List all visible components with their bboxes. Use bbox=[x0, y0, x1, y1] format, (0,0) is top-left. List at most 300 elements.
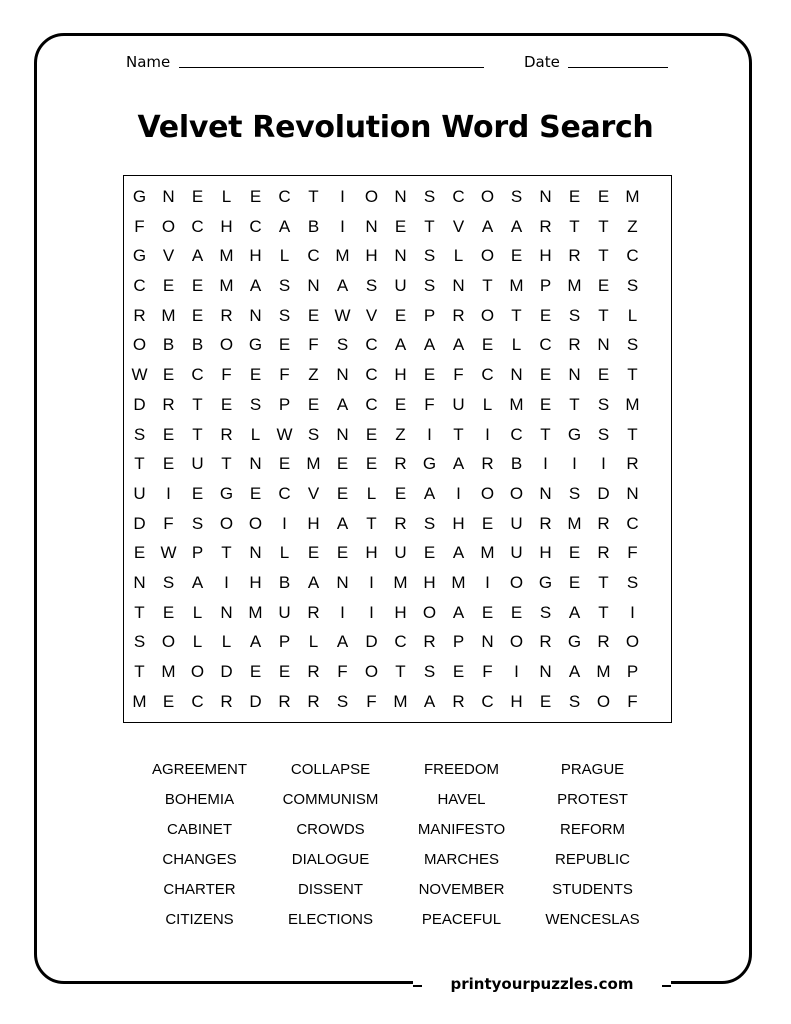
grid-cell[interactable]: R bbox=[539, 513, 552, 533]
grid-cell[interactable]: N bbox=[452, 276, 465, 296]
grid-cell[interactable]: R bbox=[452, 691, 465, 711]
grid-cell[interactable]: C bbox=[626, 246, 639, 266]
grid-cell[interactable]: C bbox=[191, 365, 204, 385]
grid-cell[interactable]: M bbox=[306, 454, 321, 474]
grid-cell[interactable]: A bbox=[452, 454, 465, 474]
grid-cell[interactable]: Z bbox=[308, 365, 319, 385]
grid-cell[interactable]: O bbox=[625, 632, 640, 652]
grid-cell[interactable]: S bbox=[423, 187, 436, 206]
grid-cell[interactable]: O bbox=[364, 662, 379, 681]
grid-cell[interactable]: E bbox=[423, 365, 436, 385]
grid-cell[interactable]: O bbox=[248, 513, 263, 533]
grid-cell[interactable]: E bbox=[133, 543, 146, 563]
grid-cell[interactable]: M bbox=[161, 662, 176, 681]
grid-cell[interactable]: N bbox=[510, 365, 523, 385]
grid-cell[interactable]: A bbox=[510, 216, 523, 236]
grid-cell[interactable]: N bbox=[568, 365, 581, 385]
grid-cell[interactable]: L bbox=[279, 543, 290, 563]
grid-cell[interactable]: F bbox=[337, 662, 348, 681]
grid-cell[interactable]: F bbox=[221, 365, 232, 385]
grid-cell[interactable]: E bbox=[510, 602, 523, 622]
grid-cell[interactable]: E bbox=[191, 187, 204, 206]
grid-cell[interactable]: H bbox=[394, 365, 407, 385]
grid-cell[interactable]: T bbox=[598, 246, 609, 266]
grid-cell[interactable]: H bbox=[249, 572, 262, 592]
grid-cell[interactable]: C bbox=[365, 394, 378, 414]
grid-cell[interactable]: F bbox=[163, 513, 174, 533]
grid-cell[interactable]: E bbox=[249, 662, 262, 681]
grid-cell[interactable]: A bbox=[336, 276, 349, 296]
grid-cell[interactable]: D bbox=[220, 662, 233, 681]
grid-cell[interactable]: G bbox=[538, 572, 553, 592]
grid-cell[interactable]: E bbox=[307, 305, 320, 325]
grid-cell[interactable]: E bbox=[220, 394, 233, 414]
grid-cell[interactable]: E bbox=[162, 276, 175, 296]
grid-cell[interactable]: I bbox=[543, 454, 548, 474]
grid-cell[interactable]: E bbox=[162, 602, 175, 622]
grid-cell[interactable]: S bbox=[249, 394, 262, 414]
grid-cell[interactable]: L bbox=[453, 246, 464, 266]
grid-cell[interactable]: N bbox=[249, 543, 262, 563]
grid-cell[interactable]: E bbox=[278, 454, 291, 474]
grid-cell[interactable]: C bbox=[133, 276, 146, 296]
grid-cell[interactable]: R bbox=[597, 543, 610, 563]
grid-cell[interactable]: I bbox=[340, 602, 345, 622]
grid-cell[interactable]: P bbox=[626, 662, 639, 681]
grid-cell[interactable]: E bbox=[365, 454, 378, 474]
grid-cell[interactable]: D bbox=[597, 483, 610, 503]
grid-cell[interactable]: S bbox=[336, 335, 349, 355]
grid-cell[interactable]: O bbox=[132, 335, 147, 355]
grid-cell[interactable]: A bbox=[568, 602, 581, 622]
grid-cell[interactable]: T bbox=[627, 365, 638, 385]
grid-cell[interactable]: D bbox=[133, 394, 146, 414]
grid-cell[interactable]: T bbox=[598, 216, 609, 236]
grid-cell[interactable]: T bbox=[540, 424, 551, 444]
grid-cell[interactable]: E bbox=[249, 187, 262, 206]
grid-cell[interactable]: V bbox=[307, 483, 320, 503]
grid-cell[interactable]: S bbox=[568, 305, 581, 325]
grid-cell[interactable]: R bbox=[307, 662, 320, 681]
grid-cell[interactable]: A bbox=[278, 216, 291, 236]
grid-cell[interactable]: S bbox=[626, 572, 639, 592]
grid-cell[interactable]: S bbox=[336, 691, 349, 711]
grid-cell[interactable]: I bbox=[427, 424, 432, 444]
grid-cell[interactable]: E bbox=[191, 483, 204, 503]
grid-cell[interactable]: C bbox=[278, 187, 291, 206]
grid-cell[interactable]: I bbox=[340, 187, 345, 206]
grid-cell[interactable]: M bbox=[567, 276, 582, 296]
grid-cell[interactable]: Z bbox=[395, 424, 406, 444]
grid-cell[interactable]: O bbox=[161, 216, 176, 236]
grid-cell[interactable]: H bbox=[539, 246, 552, 266]
grid-cell[interactable]: M bbox=[451, 572, 466, 592]
grid-cell[interactable]: T bbox=[221, 454, 232, 474]
name-field-line[interactable] bbox=[179, 67, 484, 68]
grid-cell[interactable]: A bbox=[481, 216, 494, 236]
grid-cell[interactable]: A bbox=[452, 543, 465, 563]
grid-cell[interactable]: I bbox=[514, 662, 519, 681]
grid-cell[interactable]: L bbox=[627, 305, 638, 325]
grid-cell[interactable]: T bbox=[366, 513, 377, 533]
grid-cell[interactable]: E bbox=[162, 424, 175, 444]
grid-cell[interactable]: E bbox=[278, 335, 291, 355]
grid-cell[interactable]: I bbox=[601, 454, 606, 474]
grid-cell[interactable]: G bbox=[422, 454, 437, 474]
grid-cell[interactable]: T bbox=[569, 394, 580, 414]
grid-cell[interactable]: N bbox=[597, 335, 610, 355]
grid-cell[interactable]: L bbox=[308, 632, 319, 652]
grid-cell[interactable]: R bbox=[568, 246, 581, 266]
grid-cell[interactable]: R bbox=[220, 691, 233, 711]
grid-cell[interactable]: N bbox=[307, 276, 320, 296]
grid-cell[interactable]: U bbox=[394, 543, 407, 563]
grid-cell[interactable]: E bbox=[394, 305, 407, 325]
grid-cell[interactable]: C bbox=[394, 632, 407, 652]
grid-cell[interactable]: O bbox=[509, 632, 524, 652]
grid-cell[interactable]: Z bbox=[627, 216, 638, 236]
grid-cell[interactable]: U bbox=[452, 394, 465, 414]
grid-cell[interactable]: U bbox=[278, 602, 291, 622]
grid-cell[interactable]: E bbox=[539, 365, 552, 385]
grid-cell[interactable]: S bbox=[597, 394, 610, 414]
grid-cell[interactable]: S bbox=[510, 187, 523, 206]
grid-cell[interactable]: H bbox=[452, 513, 465, 533]
grid-cell[interactable]: E bbox=[568, 572, 581, 592]
grid-cell[interactable]: H bbox=[249, 246, 262, 266]
grid-cell[interactable]: E bbox=[162, 454, 175, 474]
grid-cell[interactable]: B bbox=[307, 216, 320, 236]
grid-cell[interactable]: C bbox=[481, 691, 494, 711]
grid-cell[interactable]: A bbox=[336, 632, 349, 652]
grid-cell[interactable]: G bbox=[132, 187, 147, 206]
grid-cell[interactable]: S bbox=[423, 513, 436, 533]
grid-cell[interactable]: A bbox=[249, 632, 262, 652]
grid-cell[interactable]: I bbox=[485, 424, 490, 444]
grid-cell[interactable]: H bbox=[394, 602, 407, 622]
grid-cell[interactable]: P bbox=[423, 305, 436, 325]
grid-cell[interactable]: R bbox=[568, 335, 581, 355]
grid-cell[interactable]: H bbox=[365, 543, 378, 563]
grid-cell[interactable]: C bbox=[510, 424, 523, 444]
grid-cell[interactable]: H bbox=[307, 513, 320, 533]
grid-cell[interactable]: O bbox=[480, 305, 495, 325]
grid-cell[interactable]: R bbox=[539, 632, 552, 652]
grid-cell[interactable]: E bbox=[394, 216, 407, 236]
grid-cell[interactable]: I bbox=[630, 602, 635, 622]
grid-cell[interactable]: S bbox=[423, 276, 436, 296]
grid-cell[interactable]: T bbox=[134, 662, 145, 681]
grid-cell[interactable]: G bbox=[567, 424, 582, 444]
grid-cell[interactable]: E bbox=[539, 691, 552, 711]
grid-cell[interactable]: O bbox=[480, 483, 495, 503]
grid-cell[interactable]: A bbox=[423, 335, 436, 355]
grid-cell[interactable]: A bbox=[307, 572, 320, 592]
grid-cell[interactable]: B bbox=[191, 335, 204, 355]
grid-cell[interactable]: B bbox=[278, 572, 291, 592]
grid-cell[interactable]: T bbox=[511, 305, 522, 325]
grid-cell[interactable]: S bbox=[597, 424, 610, 444]
grid-cell[interactable]: S bbox=[191, 513, 204, 533]
grid-cell[interactable]: M bbox=[393, 691, 408, 711]
grid-cell[interactable]: E bbox=[191, 276, 204, 296]
grid-cell[interactable]: S bbox=[423, 662, 436, 681]
grid-cell[interactable]: U bbox=[510, 513, 523, 533]
grid-cell[interactable]: B bbox=[162, 335, 175, 355]
grid-cell[interactable]: V bbox=[365, 305, 378, 325]
grid-cell[interactable]: O bbox=[596, 691, 611, 711]
grid-cell[interactable]: N bbox=[162, 187, 175, 206]
grid-cell[interactable]: E bbox=[423, 543, 436, 563]
grid-cell[interactable]: N bbox=[220, 602, 233, 622]
grid-cell[interactable]: F bbox=[453, 365, 464, 385]
grid-cell[interactable]: N bbox=[336, 365, 349, 385]
grid-cell[interactable]: S bbox=[539, 602, 552, 622]
grid-cell[interactable]: A bbox=[452, 602, 465, 622]
grid-cell[interactable]: N bbox=[394, 187, 407, 206]
grid-cell[interactable]: M bbox=[393, 572, 408, 592]
grid-cell[interactable]: L bbox=[192, 602, 203, 622]
grid-cell[interactable]: R bbox=[539, 216, 552, 236]
grid-cell[interactable]: M bbox=[509, 276, 524, 296]
grid-cell[interactable]: E bbox=[249, 365, 262, 385]
grid-cell[interactable]: F bbox=[134, 216, 145, 236]
grid-cell[interactable]: S bbox=[133, 632, 146, 652]
grid-cell[interactable]: C bbox=[481, 365, 494, 385]
grid-cell[interactable]: F bbox=[627, 691, 638, 711]
grid-cell[interactable]: W bbox=[131, 365, 148, 385]
grid-cell[interactable]: U bbox=[191, 454, 204, 474]
grid-cell[interactable]: P bbox=[539, 276, 552, 296]
grid-cell[interactable]: L bbox=[511, 335, 522, 355]
grid-cell[interactable]: A bbox=[394, 335, 407, 355]
grid-cell[interactable]: S bbox=[133, 424, 146, 444]
grid-cell[interactable]: R bbox=[423, 632, 436, 652]
grid-cell[interactable]: T bbox=[598, 305, 609, 325]
grid-cell[interactable]: O bbox=[219, 513, 234, 533]
grid-cell[interactable]: R bbox=[278, 691, 291, 711]
grid-cell[interactable]: O bbox=[509, 572, 524, 592]
grid-cell[interactable]: E bbox=[510, 246, 523, 266]
grid-cell[interactable]: O bbox=[190, 662, 205, 681]
grid-cell[interactable]: R bbox=[481, 454, 494, 474]
grid-cell[interactable]: S bbox=[278, 305, 291, 325]
grid-cell[interactable]: E bbox=[278, 662, 291, 681]
grid-cell[interactable]: E bbox=[162, 365, 175, 385]
grid-cell[interactable]: D bbox=[133, 513, 146, 533]
grid-cell[interactable]: E bbox=[481, 602, 494, 622]
grid-cell[interactable]: I bbox=[456, 483, 461, 503]
grid-cell[interactable]: V bbox=[162, 246, 175, 266]
grid-cell[interactable]: R bbox=[597, 513, 610, 533]
grid-cell[interactable]: R bbox=[394, 454, 407, 474]
grid-cell[interactable]: E bbox=[365, 424, 378, 444]
grid-cell[interactable]: L bbox=[192, 632, 203, 652]
grid-cell[interactable]: F bbox=[627, 543, 638, 563]
grid-cell[interactable]: N bbox=[336, 572, 349, 592]
grid-cell[interactable]: A bbox=[191, 246, 204, 266]
grid-cell[interactable]: M bbox=[248, 602, 263, 622]
grid-cell[interactable]: T bbox=[308, 187, 319, 206]
grid-cell[interactable]: N bbox=[365, 216, 378, 236]
grid-cell[interactable]: F bbox=[279, 365, 290, 385]
grid-cell[interactable]: S bbox=[568, 691, 581, 711]
grid-cell[interactable]: E bbox=[191, 305, 204, 325]
grid-cell[interactable]: D bbox=[249, 691, 262, 711]
grid-cell[interactable]: I bbox=[369, 572, 374, 592]
grid-cell[interactable]: U bbox=[133, 483, 146, 503]
grid-cell[interactable]: R bbox=[394, 513, 407, 533]
grid-cell[interactable]: E bbox=[394, 394, 407, 414]
grid-cell[interactable]: T bbox=[598, 572, 609, 592]
grid-cell[interactable]: N bbox=[481, 632, 494, 652]
grid-cell[interactable]: E bbox=[307, 543, 320, 563]
grid-cell[interactable]: A bbox=[336, 513, 349, 533]
grid-cell[interactable]: W bbox=[276, 424, 293, 444]
grid-cell[interactable]: T bbox=[192, 394, 203, 414]
grid-cell[interactable]: T bbox=[453, 424, 464, 444]
grid-cell[interactable]: I bbox=[282, 513, 287, 533]
grid-cell[interactable]: E bbox=[452, 662, 465, 681]
grid-cell[interactable]: C bbox=[278, 483, 291, 503]
grid-cell[interactable]: A bbox=[423, 691, 436, 711]
grid-cell[interactable]: F bbox=[482, 662, 493, 681]
grid-cell[interactable]: T bbox=[627, 424, 638, 444]
grid-cell[interactable]: C bbox=[626, 513, 639, 533]
grid-cell[interactable]: E bbox=[539, 394, 552, 414]
grid-cell[interactable]: I bbox=[340, 216, 345, 236]
grid-cell[interactable]: R bbox=[133, 305, 146, 325]
date-field-line[interactable] bbox=[568, 67, 668, 68]
grid-cell[interactable]: V bbox=[452, 216, 465, 236]
grid-cell[interactable]: E bbox=[162, 691, 175, 711]
grid-cell[interactable]: A bbox=[568, 662, 581, 681]
grid-cell[interactable]: F bbox=[366, 691, 377, 711]
grid-cell[interactable]: E bbox=[597, 187, 610, 206]
grid-cell[interactable]: E bbox=[597, 276, 610, 296]
grid-cell[interactable]: C bbox=[539, 335, 552, 355]
grid-cell[interactable]: E bbox=[597, 365, 610, 385]
grid-cell[interactable]: A bbox=[249, 276, 262, 296]
grid-cell[interactable]: N bbox=[249, 305, 262, 325]
grid-cell[interactable]: L bbox=[250, 424, 261, 444]
grid-cell[interactable]: O bbox=[219, 335, 234, 355]
grid-cell[interactable]: S bbox=[307, 424, 320, 444]
grid-cell[interactable]: M bbox=[625, 394, 640, 414]
grid-cell[interactable]: I bbox=[485, 572, 490, 592]
grid-cell[interactable]: W bbox=[160, 543, 177, 563]
grid-cell[interactable]: E bbox=[249, 483, 262, 503]
grid-cell[interactable]: M bbox=[509, 394, 524, 414]
grid-cell[interactable]: O bbox=[480, 246, 495, 266]
grid-cell[interactable]: P bbox=[452, 632, 465, 652]
grid-cell[interactable]: S bbox=[162, 572, 175, 592]
grid-cell[interactable]: E bbox=[539, 305, 552, 325]
grid-cell[interactable]: N bbox=[133, 572, 146, 592]
grid-cell[interactable]: U bbox=[394, 276, 407, 296]
grid-cell[interactable]: G bbox=[567, 632, 582, 652]
grid-cell[interactable]: C bbox=[307, 246, 320, 266]
grid-cell[interactable]: I bbox=[572, 454, 577, 474]
grid-cell[interactable]: N bbox=[336, 424, 349, 444]
grid-cell[interactable]: R bbox=[307, 691, 320, 711]
grid-cell[interactable]: T bbox=[134, 602, 145, 622]
grid-cell[interactable]: C bbox=[365, 335, 378, 355]
grid-cell[interactable]: H bbox=[423, 572, 436, 592]
grid-cell[interactable]: H bbox=[510, 691, 523, 711]
grid-cell[interactable]: M bbox=[480, 543, 495, 563]
grid-cell[interactable]: C bbox=[191, 691, 204, 711]
grid-cell[interactable]: R bbox=[162, 394, 175, 414]
grid-cell[interactable]: H bbox=[365, 246, 378, 266]
grid-cell[interactable]: E bbox=[394, 483, 407, 503]
grid-cell[interactable]: C bbox=[452, 187, 465, 206]
grid-cell[interactable]: C bbox=[365, 365, 378, 385]
grid-cell[interactable]: R bbox=[220, 424, 233, 444]
grid-cell[interactable]: M bbox=[219, 246, 234, 266]
grid-cell[interactable]: N bbox=[394, 246, 407, 266]
grid-cell[interactable]: I bbox=[224, 572, 229, 592]
grid-cell[interactable]: T bbox=[424, 216, 435, 236]
grid-cell[interactable]: F bbox=[424, 394, 435, 414]
grid-cell[interactable]: P bbox=[191, 543, 204, 563]
grid-cell[interactable]: E bbox=[336, 543, 349, 563]
grid-cell[interactable]: S bbox=[423, 246, 436, 266]
grid-cell[interactable]: R bbox=[626, 454, 639, 474]
grid-cell[interactable]: T bbox=[221, 543, 232, 563]
grid-cell[interactable]: O bbox=[161, 632, 176, 652]
grid-cell[interactable]: O bbox=[364, 187, 379, 206]
grid-cell[interactable]: N bbox=[249, 454, 262, 474]
grid-cell[interactable]: S bbox=[365, 276, 378, 296]
grid-cell[interactable]: D bbox=[365, 632, 378, 652]
grid-cell[interactable]: I bbox=[166, 483, 171, 503]
grid-cell[interactable]: H bbox=[220, 216, 233, 236]
grid-cell[interactable]: G bbox=[248, 335, 263, 355]
grid-cell[interactable]: E bbox=[481, 335, 494, 355]
grid-cell[interactable]: O bbox=[480, 187, 495, 206]
grid-cell[interactable]: M bbox=[567, 513, 582, 533]
grid-cell[interactable]: N bbox=[539, 662, 552, 681]
grid-cell[interactable]: O bbox=[509, 483, 524, 503]
grid-cell[interactable]: S bbox=[626, 276, 639, 296]
grid-cell[interactable]: T bbox=[395, 662, 406, 681]
grid-cell[interactable]: C bbox=[191, 216, 204, 236]
grid-cell[interactable]: S bbox=[568, 483, 581, 503]
grid-cell[interactable]: L bbox=[221, 632, 232, 652]
grid-cell[interactable]: E bbox=[336, 454, 349, 474]
grid-cell[interactable]: M bbox=[596, 662, 611, 681]
grid-cell[interactable]: A bbox=[423, 483, 436, 503]
grid-cell[interactable]: A bbox=[191, 572, 204, 592]
grid-cell[interactable]: B bbox=[510, 454, 523, 474]
grid-cell[interactable]: E bbox=[481, 513, 494, 533]
grid-cell[interactable]: G bbox=[219, 483, 234, 503]
grid-cell[interactable]: E bbox=[336, 483, 349, 503]
grid-cell[interactable]: M bbox=[335, 246, 350, 266]
grid-cell[interactable]: E bbox=[307, 394, 320, 414]
grid-cell[interactable]: R bbox=[307, 602, 320, 622]
grid-cell[interactable]: T bbox=[192, 424, 203, 444]
grid-cell[interactable]: L bbox=[482, 394, 493, 414]
grid-cell[interactable]: G bbox=[132, 246, 147, 266]
grid-cell[interactable]: T bbox=[569, 216, 580, 236]
grid-cell[interactable]: F bbox=[308, 335, 319, 355]
grid-cell[interactable]: A bbox=[336, 394, 349, 414]
grid-cell[interactable]: H bbox=[539, 543, 552, 563]
grid-cell[interactable]: S bbox=[278, 276, 291, 296]
grid-cell[interactable]: L bbox=[221, 187, 232, 206]
